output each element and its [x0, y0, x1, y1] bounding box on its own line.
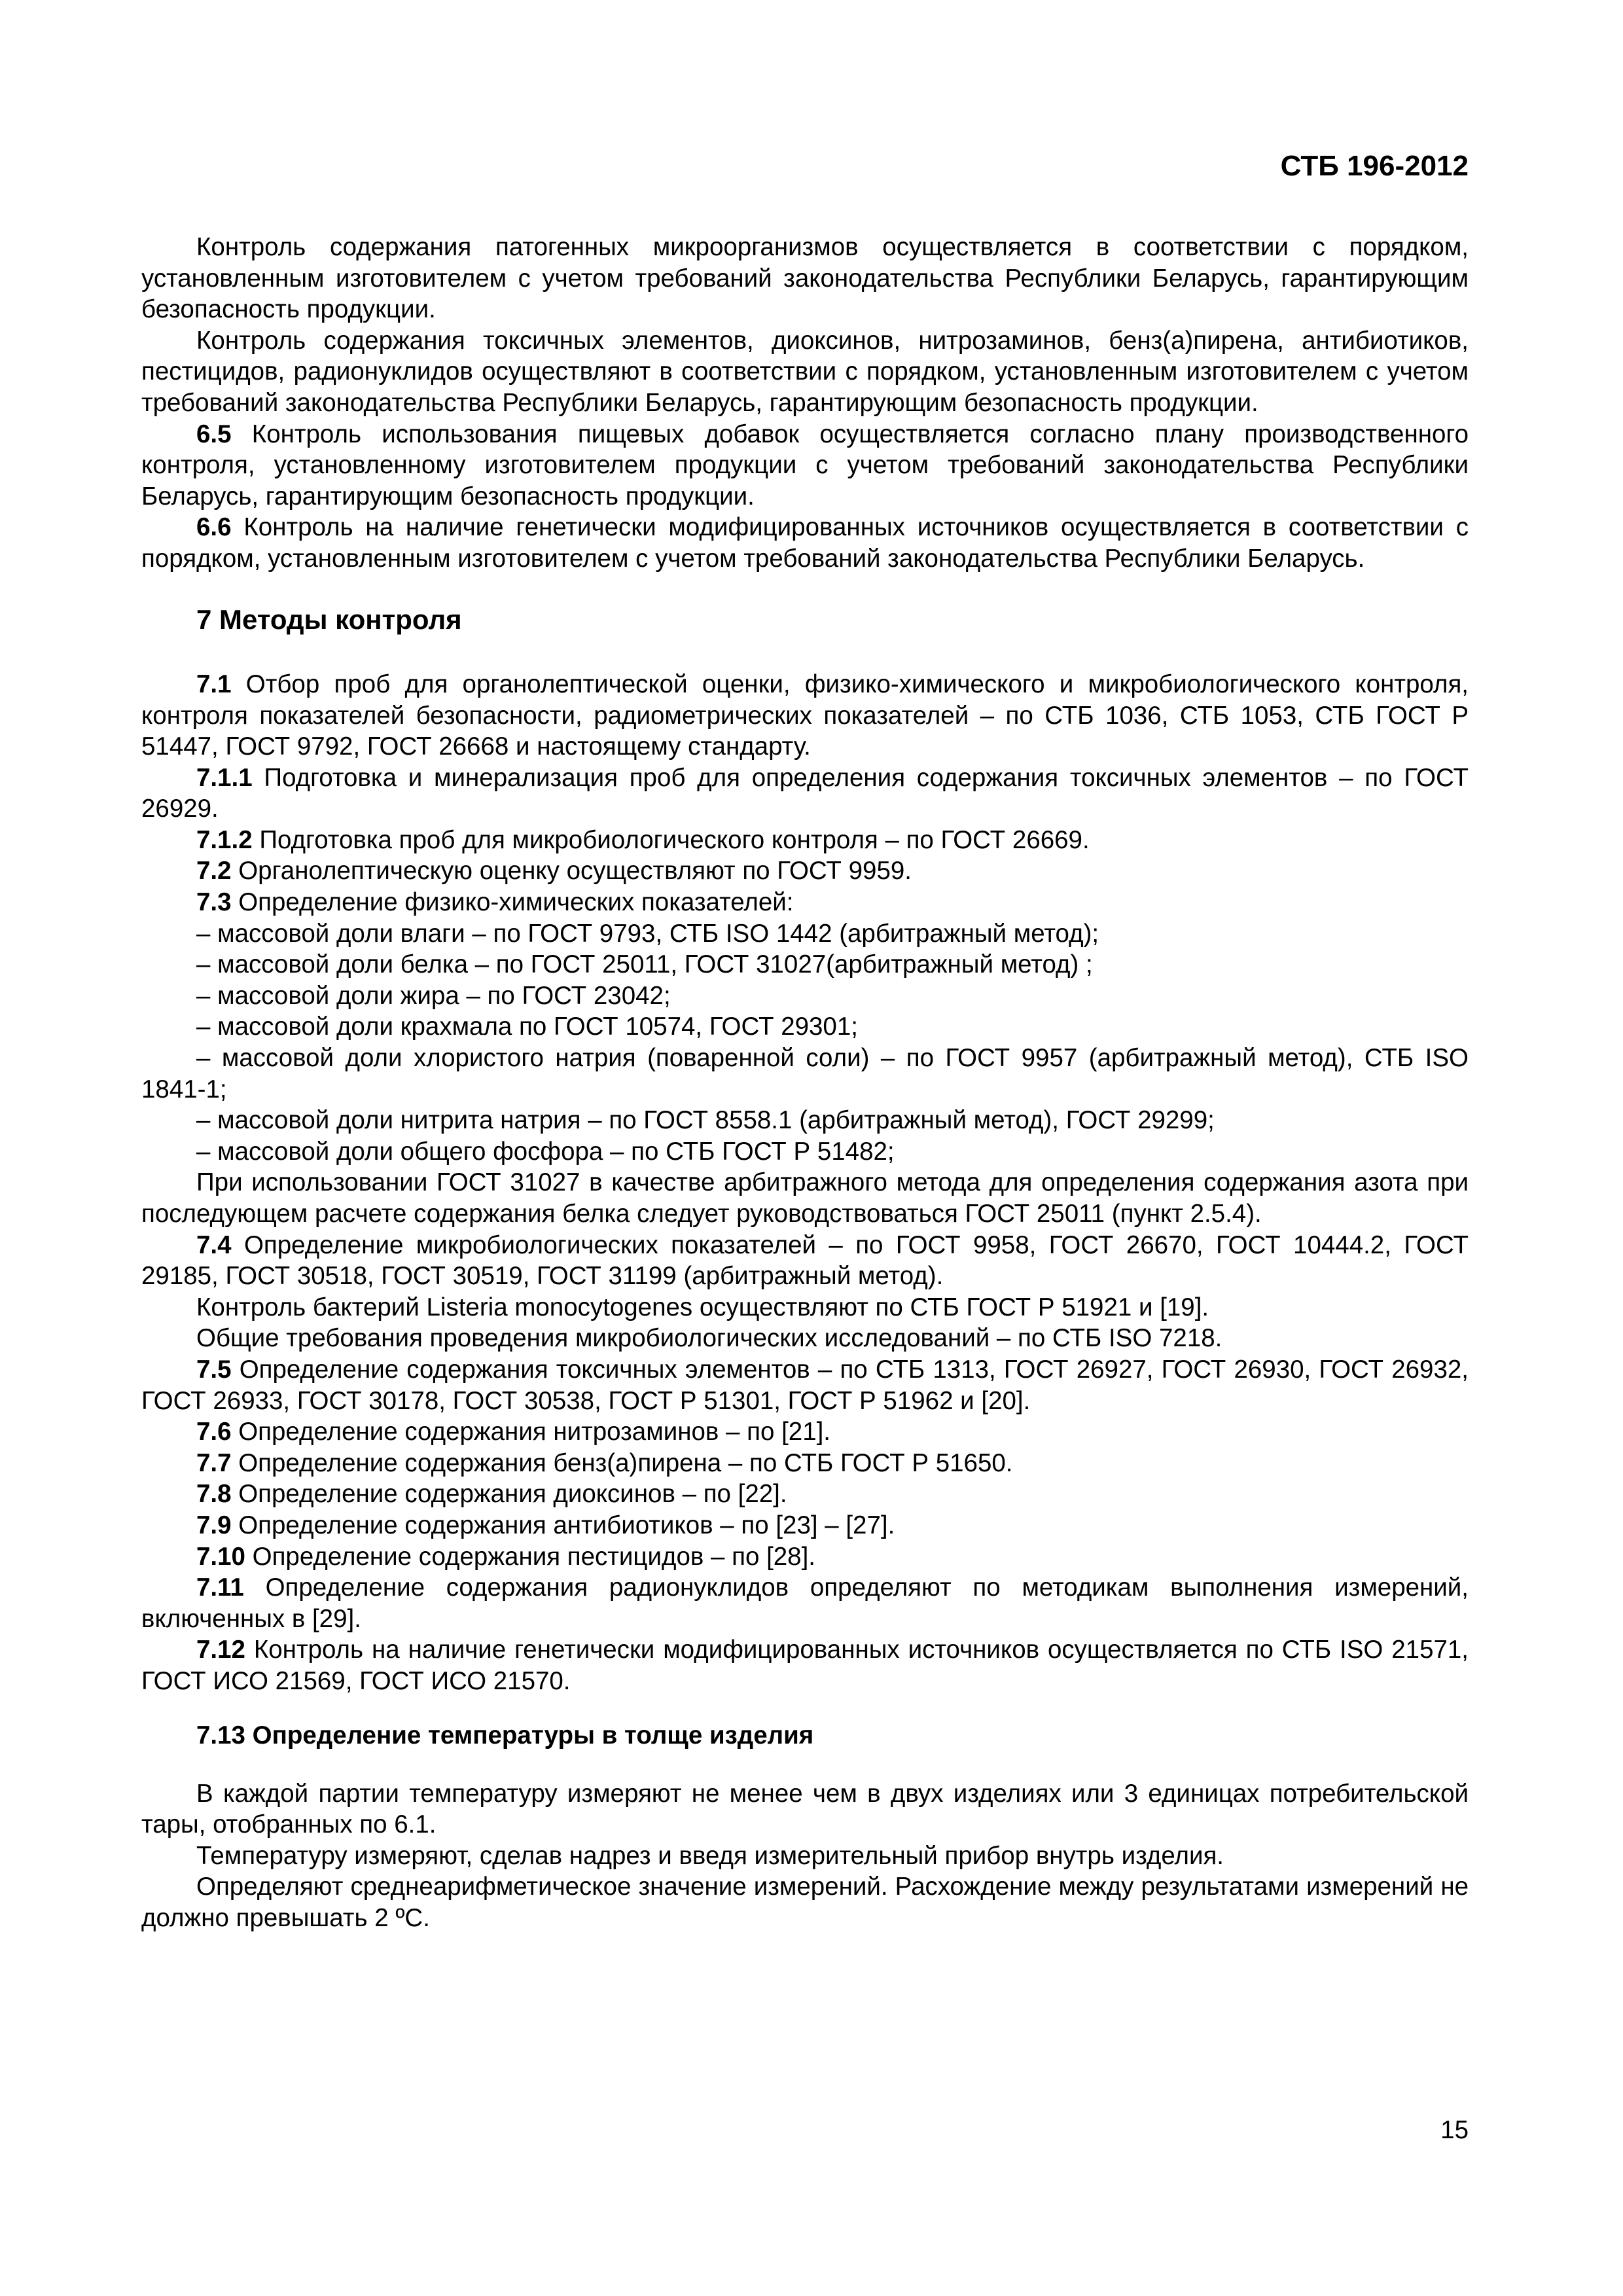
list-item-starch: – массовой доли крахмала по ГОСТ 10574, ГОСТ 29301; [196, 1013, 858, 1041]
paragraph-toxic-elements: Контроль содержания токсичных элементов, диоксинов, нитрозаминов, бенз(а)пирена, антибиотиков, пестицидов, радионуклидов осуществляют в соответствии с порядком, установленным изготовителем с учетом требований законодательства Республики Беларусь, гарантирующим безопасность продукции. [141, 326, 1469, 417]
clause-text: Подготовка проб для микробиологического контроля – по ГОСТ 26669. [252, 825, 1090, 854]
clause-text: Подготовка и минерализация проб для определения содержания токсичных элементов – по ГОСТ 26929. [141, 763, 1469, 823]
clause-number: 7.4 [196, 1230, 232, 1259]
clause-number: 7.7 [196, 1448, 232, 1477]
clause-7-2 [141, 855, 1469, 887]
note-gost-31027: При использовании ГОСТ 31027 в качестве арбитражного метода для определения содержания азота при последующем расчете содержания белка следует руководствоваться ГОСТ 25011 (пункт 2.5.4). [141, 1168, 1469, 1229]
paragraph-temperature-result: Определяют среднеарифметическое значение измерений. Расхождение между результатами измерений не должно превышать 2 ºС. [141, 1873, 1469, 1933]
clause-7-11 [141, 1572, 1469, 1634]
paragraph-temperature-sampling: В каждой партии температуру измеряют не менее чем в двух изделиях или 3 единицах потребительской тары, отобранных по 6.1. [141, 1779, 1469, 1839]
page-number: 15 [1440, 2116, 1469, 2144]
clause-number: 7.6 [196, 1418, 232, 1446]
clause-6-6 [141, 512, 1469, 574]
clause-number: 6.5 [196, 420, 232, 448]
clause-number: 7.9 [196, 1511, 232, 1539]
clause-text: Определение содержания антибиотиков – по [23] – [27]. [231, 1511, 895, 1539]
clause-number: 7.2 [196, 857, 232, 886]
section-7-title: 7 Методы контроля [196, 603, 462, 635]
paragraph-temperature-method: Температуру измеряют, сделав надрез и введя измерительный прибор внутрь изделия. [196, 1841, 1224, 1870]
clause-6-5 [141, 419, 1469, 512]
clause-number: 7.1 [196, 670, 232, 698]
clause-number: 7.5 [196, 1355, 232, 1384]
clause-7-10 [141, 1541, 1469, 1573]
clause-number: 6.6 [196, 513, 232, 542]
document-body [141, 232, 1469, 1934]
clause-text: Контроль на наличие генетически модифицированных источников осуществляется в соответствии с порядком, установленным изготовителем с учетом требований законодательства Республики Беларусь. [141, 513, 1469, 573]
clause-text: Контроль на наличие генетически модифицированных источников осуществляется по СТБ ISO 21571, ГОСТ ИСО 21569, ГОСТ ИСО 21570. [141, 1636, 1469, 1695]
clause-number: 7.11 [196, 1573, 244, 1602]
clause-number: 7.12 [196, 1636, 245, 1664]
standard-code-header: СТБ 196-2012 [1280, 150, 1469, 182]
paragraph-pathogens: Контроль содержания патогенных микроорганизмов осуществляется в соответствии с порядком, установленным изготовителем с учетом требований законодательства Республики Беларусь, гарантирующим безопасность продукции. [141, 233, 1469, 324]
clause-7-3 [141, 887, 1469, 918]
subsection-7-13-title: 7.13 Определение температуры в толще изделия [196, 1721, 814, 1749]
clause-7-4 [141, 1230, 1469, 1292]
clause-text: Отбор проб для органолептической оценки, физико-химического и микробиологического контроля, контроля показателей безопасности, радиометрических показателей – по СТБ 1036, СТБ 1053, СТБ ГОСТ Р 51447, ГОСТ 9792, ГОСТ 26668 и настоящему стандарту. [141, 670, 1469, 761]
list-item-phosphorus: – массовой доли общего фосфора – по СТБ ГОСТ Р 51482; [196, 1137, 895, 1166]
clause-number: 7.3 [196, 888, 232, 917]
list-item-sodium-nitrite: – массовой доли нитрита натрия – по ГОСТ 8558.1 (арбитражный метод), ГОСТ 29299; [196, 1106, 1215, 1135]
clause-7-6 [141, 1416, 1469, 1448]
clause-text: Определение содержания нитрозаминов – по [21]. [231, 1418, 830, 1446]
list-item-moisture: – массовой доли влаги – по ГОСТ 9793, СТБ ISO 1442 (арбитражный метод); [196, 919, 1099, 948]
clause-text: Органолептическую оценку осуществляют по ГОСТ 9959. [231, 857, 912, 886]
clause-number: 7.10 [196, 1542, 245, 1571]
list-item-fat: – массовой доли жира – по ГОСТ 23042; [196, 981, 671, 1010]
clause-7-9 [141, 1510, 1469, 1541]
clause-text: Определение содержания бенз(а)пирена – по СТБ ГОСТ Р 51650. [231, 1448, 1013, 1477]
clause-7-12 [141, 1634, 1469, 1696]
clause-7-5 [141, 1354, 1469, 1416]
paragraph-general-micro: Общие требования проведения микробиологических исследований – по СТБ ISO 7218. [196, 1324, 1222, 1353]
clause-number: 7.1.1 [196, 763, 253, 792]
clause-7-1-1 [141, 762, 1469, 825]
clause-text: Определение содержания токсичных элементов – по СТБ 1313, ГОСТ 26927, ГОСТ 26930, ГОСТ 26932, ГОСТ 26933, ГОСТ 30178, ГОСТ 30538, ГОСТ Р 51301, ГОСТ Р 51962 и [20]. [141, 1355, 1469, 1415]
list-item-sodium-chloride: – массовой доли хлористого натрия (поваренной соли) – по ГОСТ 9957 (арбитражный метод), СТБ ISO 1841-1; [141, 1044, 1469, 1103]
paragraph-listeria: Контроль бактерий Listeria monocytogenes осуществляют по СТБ ГОСТ Р 51921 и [19]. [196, 1293, 1209, 1321]
clause-text: Определение содержания диоксинов – по [22]. [231, 1480, 787, 1509]
clause-number: 7.8 [196, 1480, 232, 1509]
list-item-protein: – массовой доли белка – по ГОСТ 25011, ГОСТ 31027(арбитражный метод) ; [196, 950, 1093, 979]
clause-text: Определение содержания пестицидов – по [28]. [245, 1542, 815, 1571]
clause-7-7 [141, 1448, 1469, 1479]
clause-7-8 [141, 1479, 1469, 1510]
clause-text: Определение содержания радионуклидов определяют по методикам выполнения измерений, включенных в [29]. [141, 1573, 1469, 1633]
clause-text: Определение физико-химических показателей: [231, 888, 794, 917]
clause-number: 7.1.2 [196, 825, 253, 854]
clause-text: Определение микробиологических показателей – по ГОСТ 9958, ГОСТ 26670, ГОСТ 10444.2, ГОСТ 29185, ГОСТ 30518, ГОСТ 30519, ГОСТ 31199 (арбитражный метод). [141, 1230, 1469, 1291]
clause-7-1 [141, 669, 1469, 762]
clause-7-1-2 [141, 825, 1469, 856]
clause-text: Контроль использования пищевых добавок осуществляется согласно плану производственного контроля, установленному изготовителем продукции с учетом требований законодательства Республики Беларусь, гарантирующим безопасность продукции. [141, 420, 1469, 511]
